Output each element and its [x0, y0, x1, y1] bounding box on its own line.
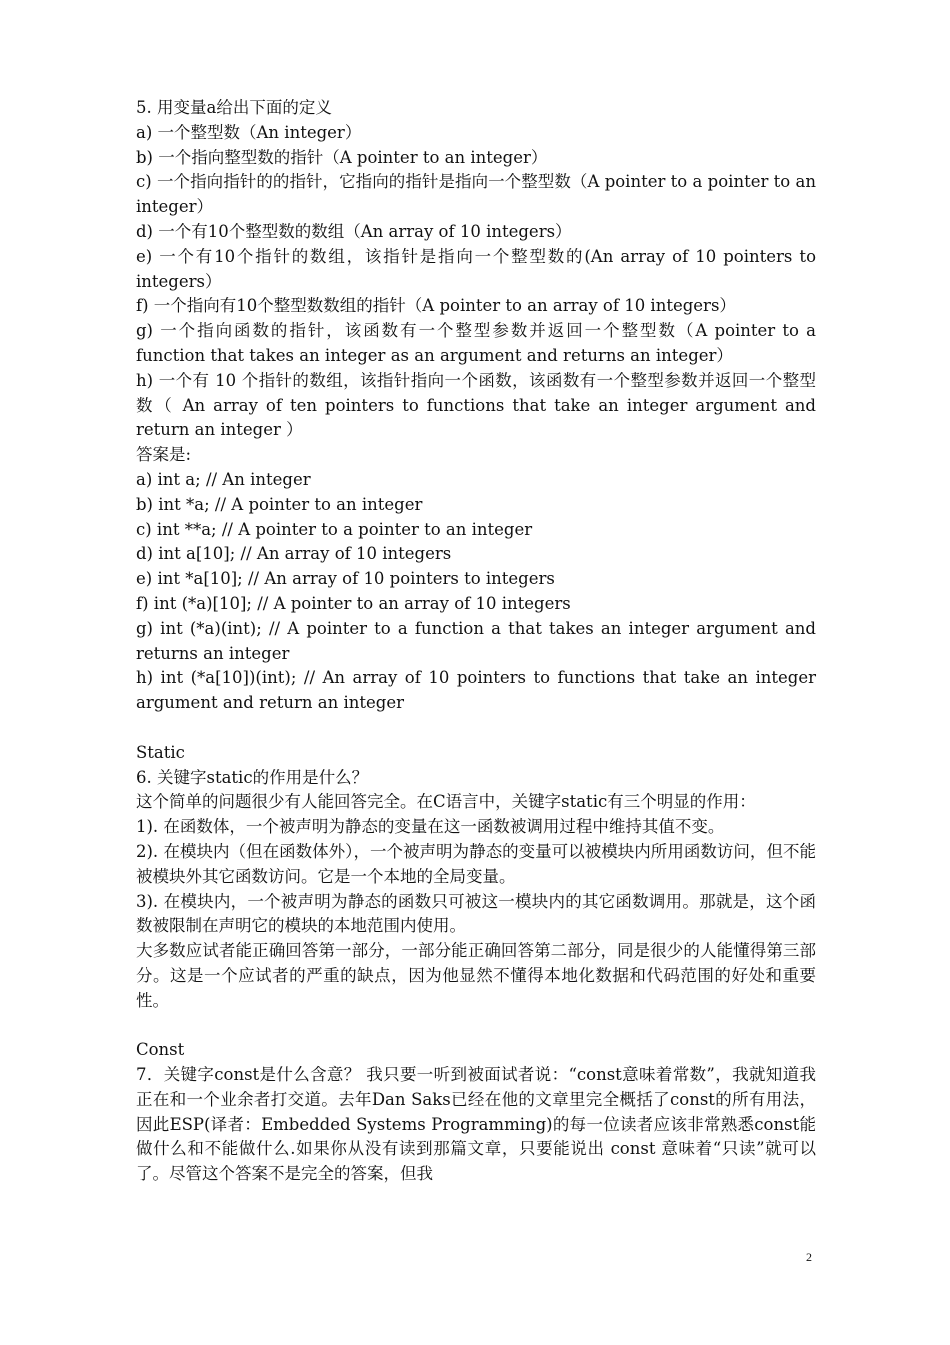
spacer [136, 716, 816, 741]
answer-label: 答案是: [136, 445, 192, 465]
answer-g: g) int (*a)(int); // A pointer to a function a that takes an integer argument and returns an integer [136, 618, 822, 663]
document-page [136, 96, 822, 1187]
static-point-2: 2). 在模块内（但在函数体外），一个被声明为静态的变量可以被模块内所用函数访问，但不能被模块外其它函数访问。它是一个本地的全局变量。 [136, 841, 816, 886]
question-5-item-a: a) 一个整型数（An integer） [136, 122, 362, 142]
question-5-item-h: h) 一个有 10 个指针的数组，该指针指向一个函数，该函数有一个整型参数并返回一个整型数（ An array of ten pointers to functions that take an integer argument and return an integer ） [136, 370, 822, 440]
static-conclusion: 大多数应试者能正确回答第一部分，一部分能正确回答第二部分，同是很少的人能懂得第三部分。这是一个应试者的严重的缺点，因为他显然不懂得本地化数据和代码范围的好处和重要性。 [136, 941, 816, 1010]
static-point-1: 1). 在函数体，一个被声明为静态的变量在这一函数被调用过程中维持其值不变。 [136, 817, 725, 837]
answer-h: h) int (*a[10])(int); // An array of 10 pointers to functions that take an integer argument and return an integer [136, 668, 822, 713]
question-6-title: 6. 关键字static的作用是什么？ [136, 767, 369, 787]
question-5-item-g: g) 一个指向函数的指针，该函数有一个整型参数并返回一个整型数（A pointer to a function that takes an integer as an argument and returns an integer） [136, 321, 822, 365]
question-5-item-f: f) 一个指向有10个整型数数组的指针（A pointer to an array of 10 integers） [136, 296, 736, 316]
question-5-title: 5. 用变量a给出下面的定义 [136, 98, 332, 117]
answer-d: d) int a[10]; // An array of 10 integers [136, 544, 452, 564]
static-point-3: 3). 在模块内，一个被声明为静态的函数只可被这一模块内的其它函数调用。那就是，这个函数被限制在声明它的模块的本地范围内使用。 [136, 891, 816, 936]
static-intro: 这个简单的问题很少有人能回答完全。在C语言中，关键字static有三个明显的作用： [136, 792, 756, 812]
answer-c: c) int **a; // A pointer to a pointer to an integer [136, 519, 533, 539]
question-5-item-e: e) 一个有10个指针的数组，该指针是指向一个整型数的(An array of 10 pointers to integers） [136, 246, 822, 291]
question-5-item-d: d) 一个有10个整型数的数组（An array of 10 integers） [136, 221, 572, 241]
question-5-item-c: c) 一个指向指针的的指针，它指向的指针是指向一个整型数（A pointer to a pointer to an integer） [136, 172, 822, 217]
static-heading: Static [136, 742, 185, 762]
answer-f: f) int (*a)[10]; // A pointer to an array of 10 integers [136, 593, 571, 613]
const-heading: Const [136, 1040, 185, 1060]
answer-e: e) int *a[10]; // An array of 10 pointers to integers [136, 569, 555, 589]
question-7-paragraph: 7．关键字const是什么含意？ 我只要一听到被面试者说：“const意味着常数”，我就知道我正在和一个业余者打交道。去年Dan Saks已经在他的文章里完全概括了const的所有用法，因此ESP(译者：Embedded Systems Programming)的每一位读者应该非常熟悉const能做什么和不能做什么.如果你从没有读到那篇文章，只要能说出 const 意味着“只读”就可以了。尽管这个答案不是完全的答案，但我 [136, 1065, 816, 1184]
answer-b: b) int *a; // A pointer to an integer [136, 494, 423, 514]
spacer [136, 1013, 816, 1038]
page-number: 2 [806, 1250, 812, 1264]
answer-a: a) int a; // An integer [136, 469, 311, 489]
question-5-item-b: b) 一个指向整型数的指针（A pointer to an integer） [136, 147, 548, 167]
